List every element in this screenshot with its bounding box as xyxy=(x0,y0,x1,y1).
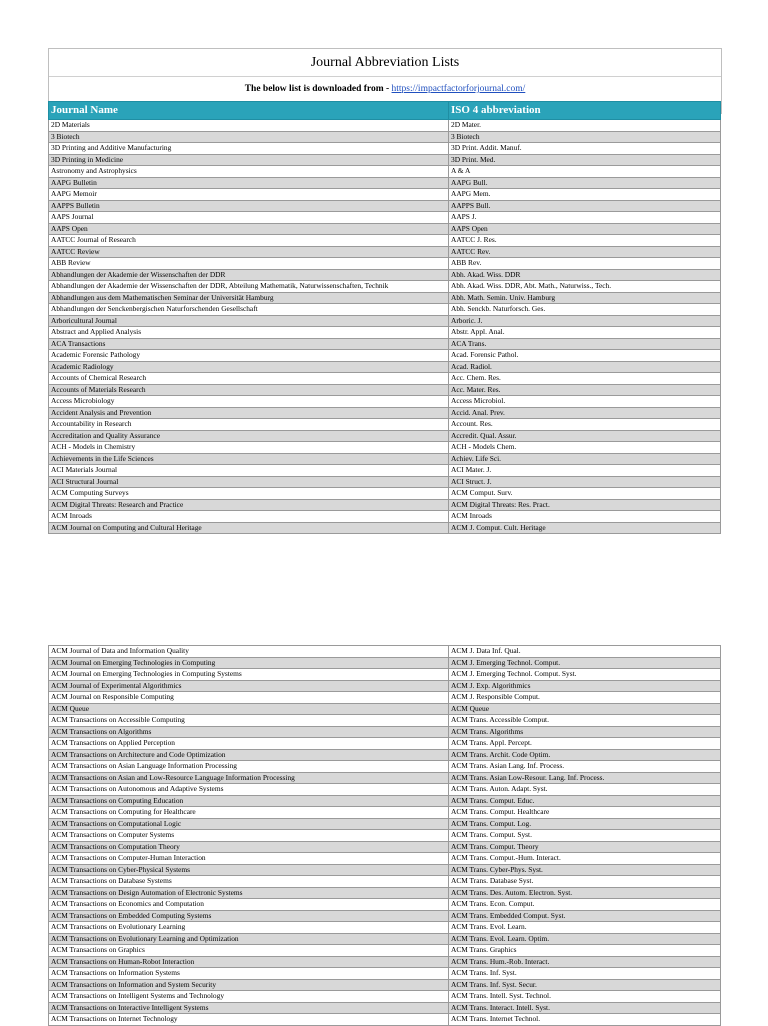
table-row xyxy=(49,738,721,750)
abbreviation-cell[interactable]: ACM Trans. Comput.-Hum. Interact. xyxy=(449,853,721,865)
abbreviation-cell[interactable]: ACM Trans. Auton. Adapt. Syst. xyxy=(449,784,721,796)
download-source-prefix: The below list is downloaded from - xyxy=(244,84,392,94)
table-row xyxy=(49,166,721,178)
table-row xyxy=(49,511,721,523)
table-row xyxy=(49,726,721,738)
table-row xyxy=(49,761,721,773)
table-row xyxy=(49,384,721,396)
abbreviation-cell[interactable]: ACM Trans. Comput. Healthcare xyxy=(449,807,721,819)
table-row xyxy=(49,419,721,431)
journal-name-cell[interactable]: ACM Journal on Computing and Cultural Heritage xyxy=(49,522,449,534)
table-row xyxy=(49,304,721,316)
journal-name-cell[interactable]: ACM Transactions on Intelligent Systems and Technology xyxy=(49,991,449,1003)
journal-name-cell[interactable]: ACM Journal of Data and Information Quality xyxy=(49,646,449,658)
abbreviation-cell[interactable]: ACM Trans. Comput. Syst. xyxy=(449,830,721,842)
journal-name-cell[interactable]: Abhandlungen der Senckenbergischen Naturforschenden Gesellschaft xyxy=(49,304,449,316)
abbreviation-cell[interactable]: ACM Trans. Des. Autom. Electron. Syst. xyxy=(449,887,721,899)
download-source-link[interactable]: https://impactfactorforjournal.com/ xyxy=(391,84,526,94)
journal-name-cell[interactable]: ACM Transactions on Accessible Computing xyxy=(49,715,449,727)
journal-name-cell[interactable]: ACM Transactions on Applied Perception xyxy=(49,738,449,750)
abbreviation-cell[interactable]: Accredit. Qual. Assur. xyxy=(449,430,721,442)
table-row xyxy=(49,715,721,727)
journal-name-cell[interactable]: ACM Transactions on Evolutionary Learning and Optimization xyxy=(49,933,449,945)
table-row xyxy=(49,876,721,888)
table-row xyxy=(49,910,721,922)
table-row xyxy=(49,430,721,442)
journal-name-cell[interactable]: ACM Transactions on Computer-Human Interaction xyxy=(49,853,449,865)
table-row xyxy=(49,373,721,385)
abbreviation-cell[interactable]: ACM J. Emerging Technol. Comput. xyxy=(449,657,721,669)
table-row xyxy=(49,200,721,212)
journal-name-cell[interactable]: ACM Transactions on Computer Systems xyxy=(49,830,449,842)
table-body-section-1 xyxy=(49,120,721,534)
journal-name-cell[interactable]: ACM Transactions on Graphics xyxy=(49,945,449,957)
abbreviation-cell[interactable]: 3 Biotech xyxy=(449,131,721,143)
table-row xyxy=(49,269,721,281)
journal-name-cell[interactable]: ACM Transactions on Information Systems xyxy=(49,968,449,980)
abbreviation-cell[interactable]: Abstr. Appl. Anal. xyxy=(449,327,721,339)
journal-name-cell[interactable]: Accounts of Chemical Research xyxy=(49,373,449,385)
journal-name-cell[interactable]: ACM Transactions on Information and System Security xyxy=(49,979,449,991)
journal-name-cell[interactable]: ACM Transactions on Computing for Healthcare xyxy=(49,807,449,819)
abbreviation-cell[interactable]: ACM Trans. Algorithms xyxy=(449,726,721,738)
journal-name-cell[interactable]: ACH - Models in Chemistry xyxy=(49,442,449,454)
abbreviation-cell[interactable]: Abh. Senckb. Naturforsch. Ges. xyxy=(449,304,721,316)
table-row xyxy=(49,327,721,339)
journal-name-cell[interactable]: ACM Transactions on Evolutionary Learning xyxy=(49,922,449,934)
table-row xyxy=(49,784,721,796)
journal-name-cell[interactable]: ACM Transactions on Asian and Low-Resource Language Information Processing xyxy=(49,772,449,784)
journal-name-cell[interactable]: ACM Transactions on Architecture and Code Optimization xyxy=(49,749,449,761)
abbreviation-cell[interactable]: ACM J. Comput. Cult. Heritage xyxy=(449,522,721,534)
table-row xyxy=(49,887,721,899)
abbreviation-cell[interactable]: Arboric. J. xyxy=(449,315,721,327)
abbreviation-cell[interactable]: Acad. Forensic Pathol. xyxy=(449,350,721,362)
table-row xyxy=(49,680,721,692)
abbreviation-cell[interactable]: Abh. Akad. Wiss. DDR, Abt. Math., Naturwiss., Tech. xyxy=(449,281,721,293)
journal-name-cell[interactable]: Accounts of Materials Research xyxy=(49,384,449,396)
abbreviation-cell[interactable]: AATCC J. Res. xyxy=(449,235,721,247)
journal-name-cell[interactable]: AAPS Open xyxy=(49,223,449,235)
journal-name-cell[interactable]: Astronomy and Astrophysics xyxy=(49,166,449,178)
abbreviation-cell[interactable]: ACM Trans. Evol. Learn. xyxy=(449,922,721,934)
abbreviation-cell[interactable]: ACM Trans. Comput. Educ. xyxy=(449,795,721,807)
journal-name-cell[interactable]: ACM Transactions on Internet Technology xyxy=(49,1014,449,1026)
abbreviation-cell[interactable]: ACM Trans. Database Syst. xyxy=(449,876,721,888)
journal-name-cell[interactable]: 3D Printing and Additive Manufacturing xyxy=(49,143,449,155)
abbreviation-cell[interactable]: 2D Mater. xyxy=(449,120,721,132)
table-row xyxy=(49,853,721,865)
table-row xyxy=(49,315,721,327)
journal-name-cell[interactable]: ACM Transactions on Design Automation of Electronic Systems xyxy=(49,887,449,899)
abbreviation-cell[interactable]: A & A xyxy=(449,166,721,178)
abbreviation-cell[interactable]: ACM Queue xyxy=(449,703,721,715)
table-row xyxy=(49,407,721,419)
journal-name-cell[interactable]: ACM Journal on Emerging Technologies in Computing Systems xyxy=(49,669,449,681)
table-row xyxy=(49,361,721,373)
journal-name-cell[interactable]: ACM Journal on Responsible Computing xyxy=(49,692,449,704)
abbreviation-cell[interactable]: ACH - Models Chem. xyxy=(449,442,721,454)
table-row xyxy=(49,488,721,500)
journal-name-cell[interactable]: Accident Analysis and Prevention xyxy=(49,407,449,419)
table-row xyxy=(49,933,721,945)
abbreviation-cell[interactable]: ACM Trans. Asian Low-Resour. Lang. Inf. Process. xyxy=(449,772,721,784)
journal-table xyxy=(48,101,721,534)
table-row xyxy=(49,991,721,1003)
abbreviation-cell[interactable]: ACM J. Data Inf. Qual. xyxy=(449,646,721,658)
abbreviation-cell[interactable]: ACM Trans. Cyber-Phys. Syst. xyxy=(449,864,721,876)
table-row xyxy=(49,189,721,201)
table-row xyxy=(49,922,721,934)
journal-name-cell[interactable]: AAPPS Bulletin xyxy=(49,200,449,212)
table-row xyxy=(49,703,721,715)
table-row xyxy=(49,246,721,258)
journal-name-cell[interactable]: ACM Transactions on Asian Language Information Processing xyxy=(49,761,449,773)
abbreviation-cell[interactable]: ACM Inroads xyxy=(449,511,721,523)
download-source-line xyxy=(49,77,721,101)
column-header-journal-name: Journal Name xyxy=(49,102,449,120)
journal-name-cell[interactable]: Access Microbiology xyxy=(49,396,449,408)
table-row xyxy=(49,979,721,991)
journal-name-cell[interactable]: ABB Review xyxy=(49,258,449,270)
journal-name-cell[interactable]: ACM Inroads xyxy=(49,511,449,523)
table-row xyxy=(49,956,721,968)
table-row xyxy=(49,396,721,408)
table-row xyxy=(49,749,721,761)
abbreviation-cell[interactable]: ACM Trans. Inf. Syst. xyxy=(449,968,721,980)
journal-name-cell[interactable]: ACM Digital Threats: Research and Practice xyxy=(49,499,449,511)
abbreviation-cell[interactable]: Account. Res. xyxy=(449,419,721,431)
journal-name-cell[interactable]: Abstract and Applied Analysis xyxy=(49,327,449,339)
abbreviation-cell[interactable]: ACM Trans. Archit. Code Optim. xyxy=(449,749,721,761)
abbreviation-cell[interactable]: ACM Comput. Surv. xyxy=(449,488,721,500)
table-row xyxy=(49,772,721,784)
abbreviation-cell[interactable]: Acc. Mater. Res. xyxy=(449,384,721,396)
table-row xyxy=(49,131,721,143)
journal-name-cell[interactable]: ACM Transactions on Autonomous and Adaptive Systems xyxy=(49,784,449,796)
abbreviation-cell[interactable]: ACM J. Exp. Algorithmics xyxy=(449,680,721,692)
table-body-section-2 xyxy=(49,646,721,1026)
journal-name-cell[interactable]: ACM Transactions on Computing Education xyxy=(49,795,449,807)
table-row xyxy=(49,258,721,270)
journal-name-cell[interactable]: 2D Materials xyxy=(49,120,449,132)
journal-name-cell[interactable]: ACM Queue xyxy=(49,703,449,715)
table-row xyxy=(49,945,721,957)
table-row xyxy=(49,292,721,304)
abbreviation-cell[interactable]: ACM Trans. Internet Technol. xyxy=(449,1014,721,1026)
journal-name-cell[interactable]: 3D Printing in Medicine xyxy=(49,154,449,166)
abbreviation-cell[interactable]: ACI Mater. J. xyxy=(449,465,721,477)
journal-name-cell[interactable]: ACM Journal on Emerging Technologies in Computing xyxy=(49,657,449,669)
abbreviation-cell[interactable]: AAPS J. xyxy=(449,212,721,224)
abbreviation-cell[interactable]: ACI Struct. J. xyxy=(449,476,721,488)
journal-name-cell[interactable]: AAPS Journal xyxy=(49,212,449,224)
journal-name-cell[interactable]: Achievements in the Life Sciences xyxy=(49,453,449,465)
journal-name-cell[interactable]: ACM Transactions on Economics and Computation xyxy=(49,899,449,911)
abbreviation-cell[interactable]: 3D Print. Addit. Manuf. xyxy=(449,143,721,155)
abbreviation-cell[interactable]: ACM Trans. Interact. Intell. Syst. xyxy=(449,1002,721,1014)
abbreviation-cell[interactable]: ACM Trans. Comput. Theory xyxy=(449,841,721,853)
table-row xyxy=(49,281,721,293)
abbreviation-cell[interactable]: ACM Trans. Hum.-Rob. Interact. xyxy=(449,956,721,968)
table-row xyxy=(49,692,721,704)
abbreviation-cell[interactable]: ACM Digital Threats: Res. Pract. xyxy=(449,499,721,511)
table-row xyxy=(49,499,721,511)
journal-name-cell[interactable]: Arboricultural Journal xyxy=(49,315,449,327)
journal-name-cell[interactable]: AATCC Journal of Research xyxy=(49,235,449,247)
abbreviation-cell[interactable]: Achiev. Life Sci. xyxy=(449,453,721,465)
journal-name-cell[interactable]: ACM Transactions on Embedded Computing Systems xyxy=(49,910,449,922)
abbreviation-cell[interactable]: Access Microbiol. xyxy=(449,396,721,408)
journal-name-cell[interactable]: Abhandlungen der Akademie der Wissenschaften der DDR, Abteilung Mathematik, Naturwissenschaften, Technik xyxy=(49,281,449,293)
table-row xyxy=(49,1002,721,1014)
journal-name-cell[interactable]: AAPG Memoir xyxy=(49,189,449,201)
journal-name-cell[interactable]: ACM Transactions on Computation Theory xyxy=(49,841,449,853)
journal-name-cell[interactable]: Abhandlungen aus dem Mathematischen Seminar der Universität Hamburg xyxy=(49,292,449,304)
abbreviation-cell[interactable]: AATCC Rev. xyxy=(449,246,721,258)
abbreviation-cell[interactable]: ACM J. Emerging Technol. Comput. Syst. xyxy=(449,669,721,681)
abbreviation-cell[interactable]: ACM Trans. Inf. Syst. Secur. xyxy=(449,979,721,991)
journal-name-cell[interactable]: ACA Transactions xyxy=(49,338,449,350)
table-row xyxy=(49,646,721,658)
journal-name-cell[interactable]: ACM Transactions on Computational Logic xyxy=(49,818,449,830)
abbreviation-cell[interactable]: ACM Trans. Asian Lang. Inf. Process. xyxy=(449,761,721,773)
journal-name-cell[interactable]: ACI Materials Journal xyxy=(49,465,449,477)
table-row xyxy=(49,177,721,189)
table-row xyxy=(49,968,721,980)
abbreviation-cell[interactable]: ACM Trans. Econ. Comput. xyxy=(449,899,721,911)
table-row xyxy=(49,223,721,235)
journal-name-cell[interactable]: 3 Biotech xyxy=(49,131,449,143)
journal-name-cell[interactable]: Abhandlungen der Akademie der Wissenschaften der DDR xyxy=(49,269,449,281)
abbreviation-cell[interactable]: ACM Trans. Embedded Comput. Syst. xyxy=(449,910,721,922)
journal-name-cell[interactable]: ACM Journal of Experimental Algorithmics xyxy=(49,680,449,692)
table-row xyxy=(49,830,721,842)
page-title: Journal Abbreviation Lists xyxy=(49,49,721,77)
table-row xyxy=(49,818,721,830)
table-row xyxy=(49,657,721,669)
abbreviation-cell[interactable]: 3D Print. Med. xyxy=(449,154,721,166)
journal-name-cell[interactable]: ACM Transactions on Human-Robot Interaction xyxy=(49,956,449,968)
table-row xyxy=(49,669,721,681)
table-row xyxy=(49,465,721,477)
journal-table-continued xyxy=(48,645,721,1026)
table-row xyxy=(49,143,721,155)
table-row xyxy=(49,795,721,807)
journal-name-cell[interactable]: ACM Transactions on Cyber-Physical Systems xyxy=(49,864,449,876)
table-row xyxy=(49,154,721,166)
table-row xyxy=(49,841,721,853)
abbreviation-cell[interactable]: Acc. Chem. Res. xyxy=(449,373,721,385)
abbreviation-cell[interactable]: ACM Trans. Intell. Syst. Technol. xyxy=(449,991,721,1003)
abbreviation-cell[interactable]: Accid. Anal. Prev. xyxy=(449,407,721,419)
abbreviation-cell[interactable]: AAPG Bull. xyxy=(449,177,721,189)
abbreviation-cell[interactable]: AAPS Open xyxy=(449,223,721,235)
abbreviation-cell[interactable]: AAPPS Bull. xyxy=(449,200,721,212)
table-row xyxy=(49,338,721,350)
header-row xyxy=(49,102,721,120)
journal-name-cell[interactable]: AAPG Bulletin xyxy=(49,177,449,189)
table-row xyxy=(49,453,721,465)
journal-name-cell[interactable]: Academic Forensic Pathology xyxy=(49,350,449,362)
table-row xyxy=(49,476,721,488)
table-row xyxy=(49,235,721,247)
table-row xyxy=(49,442,721,454)
abbreviation-cell[interactable]: AAPG Mem. xyxy=(449,189,721,201)
abbreviation-cell[interactable]: Acad. Radiol. xyxy=(449,361,721,373)
abbreviation-cell[interactable]: ACM Trans. Appl. Percept. xyxy=(449,738,721,750)
table-row xyxy=(49,864,721,876)
journal-name-cell[interactable]: Academic Radiology xyxy=(49,361,449,373)
abbreviation-cell[interactable]: ACM Trans. Accessible Comput. xyxy=(449,715,721,727)
journal-name-cell[interactable]: Accreditation and Quality Assurance xyxy=(49,430,449,442)
abbreviation-cell[interactable]: ACM Trans. Evol. Learn. Optim. xyxy=(449,933,721,945)
abbreviation-cell[interactable]: ACM Trans. Comput. Log. xyxy=(449,818,721,830)
abbreviation-cell[interactable]: ABB Rev. xyxy=(449,258,721,270)
journal-name-cell[interactable]: ACI Structural Journal xyxy=(49,476,449,488)
table-row xyxy=(49,350,721,362)
journal-name-cell[interactable]: ACM Computing Surveys xyxy=(49,488,449,500)
table-row xyxy=(49,522,721,534)
table-row xyxy=(49,120,721,132)
journal-name-cell[interactable]: AATCC Review xyxy=(49,246,449,258)
abbreviation-cell[interactable]: ACM J. Responsible Comput. xyxy=(449,692,721,704)
journal-name-cell[interactable]: Accountability in Research xyxy=(49,419,449,431)
journal-name-cell[interactable]: ACM Transactions on Interactive Intelligent Systems xyxy=(49,1002,449,1014)
table-row xyxy=(49,212,721,224)
abbreviation-cell[interactable]: ACM Trans. Graphics xyxy=(449,945,721,957)
abbreviation-cell[interactable]: Abh. Akad. Wiss. DDR xyxy=(449,269,721,281)
journal-name-cell[interactable]: ACM Transactions on Algorithms xyxy=(49,726,449,738)
table-row xyxy=(49,899,721,911)
journal-name-cell[interactable]: ACM Transactions on Database Systems xyxy=(49,876,449,888)
table-row xyxy=(49,1014,721,1026)
abbreviation-cell[interactable]: ACA Trans. xyxy=(449,338,721,350)
column-header-iso4: ISO 4 abbreviation xyxy=(449,102,721,120)
table-row xyxy=(49,807,721,819)
abbreviation-cell[interactable]: Abh. Math. Semin. Univ. Hamburg xyxy=(449,292,721,304)
